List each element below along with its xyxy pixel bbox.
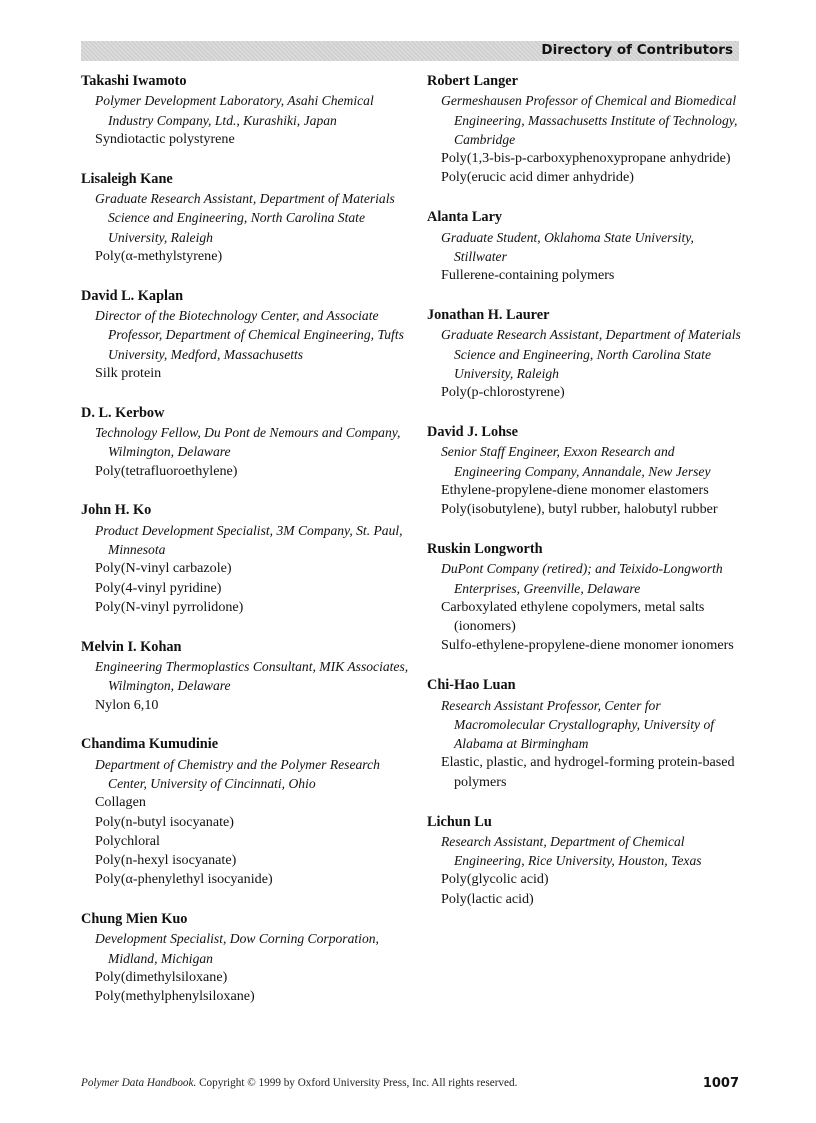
- contributor-affiliation: Technology Fellow, Du Pont de Nemours and Company, Wilmington, Delaware: [95, 424, 401, 460]
- contributor-entry: [427, 813, 742, 909]
- contributor-topic: Poly(4-vinyl pyridine): [95, 579, 222, 596]
- contributor-entry: [427, 208, 742, 285]
- contributor-entry: [81, 170, 411, 266]
- contributor-topic: Poly(tetrafluoroethylene): [95, 462, 238, 479]
- contributor-topic: Fullerene-containing polymers: [441, 267, 615, 284]
- book-title: Polymer Data Handbook.: [81, 1077, 197, 1089]
- contributor-affiliation: Engineering Thermoplastics Consultant, MIK Associates, Wilmington, Delaware: [95, 658, 409, 694]
- contributor-topic: Sulfo-ethylene-propylene-diene monomer ionomers: [441, 637, 734, 654]
- contributor-name: Robert Langer: [427, 73, 518, 89]
- contributor-topic: Syndiotactic polystyrene: [95, 130, 235, 147]
- contributor-affiliation: Director of the Biotechnology Center, and Associate Professor, Department of Chemical Engineering, Tufts University, Medford, Massachusetts: [95, 307, 404, 362]
- contributor-affiliation: Germeshausen Professor of Chemical and Biomedical Engineering, Massachusetts Institute of Technology, Cambridge: [441, 93, 738, 147]
- contributor-name: Lichun Lu: [427, 813, 492, 830]
- contributor-topic: Poly(n-hexyl isocyanate): [95, 852, 237, 869]
- copyright-line: [81, 1077, 517, 1089]
- contributor-topic: Ethylene-propylene-diene monomer elastomers: [441, 481, 709, 498]
- contributor-topic: Poly(methylphenylsiloxane): [95, 988, 255, 1005]
- contributor-affiliation: Graduate Research Assistant, Department of Materials Science and Engineering, North Carolina State University, Raleigh: [441, 327, 741, 381]
- contributor-entry: [427, 72, 742, 188]
- contributor-entry: [427, 676, 742, 792]
- contributor-entry: [81, 501, 411, 617]
- left-column: [81, 72, 411, 1027]
- contributor-affiliation: Development Specialist, Dow Corning Corporation, Midland, Michigan: [95, 931, 379, 966]
- contributor-entry: [427, 306, 742, 402]
- contributor-topic: Poly(N-vinyl carbazole): [95, 560, 232, 577]
- contributor-name: Ruskin Longworth: [427, 540, 543, 557]
- contributor-entry: [81, 287, 411, 383]
- contributor-topic: Poly(1,3-bis-p-carboxyphenoxypropane anhydride): [441, 150, 731, 167]
- contributor-name: Melvin I. Kohan: [81, 638, 182, 655]
- contributor-name: Chi-Hao Luan: [427, 677, 516, 694]
- contributor-topic: Poly(lactic acid): [441, 890, 534, 907]
- contributor-affiliation: Department of Chemistry and the Polymer Research Center, University of Cincinnati, Ohio: [95, 756, 380, 791]
- contributor-name: Lisaleigh Kane: [81, 170, 173, 187]
- contributor-entry: [81, 735, 411, 889]
- contributor-affiliation: Research Assistant Professor, Center for Macromolecular Crystallography, University of Alabama at Birmingham: [441, 697, 715, 752]
- contributor-topic: Carboxylated ethylene copolymers, metal salts (ionomers): [441, 598, 705, 635]
- contributor-entry: [81, 638, 411, 715]
- contributor-topic: Poly(α-methylstyrene): [95, 247, 223, 264]
- contributor-entry: [427, 540, 742, 656]
- page-number: 1007: [702, 1076, 739, 1091]
- contributor-name: D. L. Kerbow: [81, 404, 165, 421]
- contributor-name: John H. Ko: [81, 502, 152, 519]
- contributor-topic: Poly(α-phenylethyl isocyanide): [95, 871, 273, 888]
- contributor-entry: [81, 910, 411, 1006]
- contributor-entry: [81, 404, 411, 481]
- contributor-affiliation: Research Assistant, Department of Chemical Engineering, Rice University, Houston, Texas: [441, 833, 702, 869]
- contributor-topic: Elastic, plastic, and hydrogel-forming protein-based polymers: [441, 754, 735, 790]
- contributor-entry: [81, 72, 411, 149]
- contributor-affiliation: Polymer Development Laboratory, Asahi Chemical Industry Company, Ltd., Kurashiki, Japan: [95, 93, 374, 128]
- contributor-topic: Poly(dimethylsiloxane): [95, 969, 228, 986]
- contributor-topic: Poly(N-vinyl pyrrolidone): [95, 598, 244, 615]
- contributor-topic: Nylon 6,10: [95, 696, 159, 713]
- contributor-name: Chandima Kumudinie: [81, 736, 219, 753]
- contributor-name: Takashi Iwamoto: [81, 73, 187, 89]
- contributor-affiliation: Senior Staff Engineer, Exxon Research and Engineering Company, Annandale, New Jersey: [441, 444, 711, 479]
- contributor-topic: Poly(isobutylene), butyl rubber, halobutyl rubber: [441, 501, 718, 518]
- contributor-name: David L. Kaplan: [81, 287, 184, 304]
- contributor-affiliation: DuPont Company (retired); and Teixido-Longworth Enterprises, Greenville, Delaware: [441, 561, 723, 596]
- contributor-topic: Collagen: [95, 794, 146, 811]
- contributor-affiliation: Graduate Student, Oklahoma State University, Stillwater: [441, 229, 694, 264]
- header-title: Directory of Contributors: [541, 42, 733, 58]
- contributor-affiliation: Graduate Research Assistant, Department of Materials Science and Engineering, North Carolina State University, Raleigh: [95, 190, 395, 245]
- contributor-topic: Poly(n-butyl isocyanate): [95, 813, 234, 830]
- contributor-topic: Silk protein: [95, 364, 162, 381]
- contributor-topic: Polychloral: [95, 832, 160, 849]
- contributor-name: David J. Lohse: [427, 423, 518, 440]
- contributor-name: Jonathan H. Laurer: [427, 306, 550, 323]
- contributor-entry: [427, 423, 742, 519]
- running-header: [81, 41, 739, 61]
- contributor-name: Chung Mien Kuo: [81, 911, 188, 928]
- contributor-topic: Poly(p-chlorostyrene): [441, 384, 565, 401]
- copyright-notice: Copyright © 1999 by Oxford University Press, Inc. All rights reserved.: [196, 1077, 518, 1089]
- page-footer: [81, 1077, 739, 1093]
- contributor-topic: Poly(erucic acid dimer anhydride): [441, 169, 634, 186]
- contributor-affiliation: Product Development Specialist, 3M Company, St. Paul, Minnesota: [95, 522, 403, 557]
- right-column: [427, 72, 742, 929]
- contributor-topic: Poly(glycolic acid): [441, 871, 549, 888]
- contributor-name: Alanta Lary: [427, 209, 503, 226]
